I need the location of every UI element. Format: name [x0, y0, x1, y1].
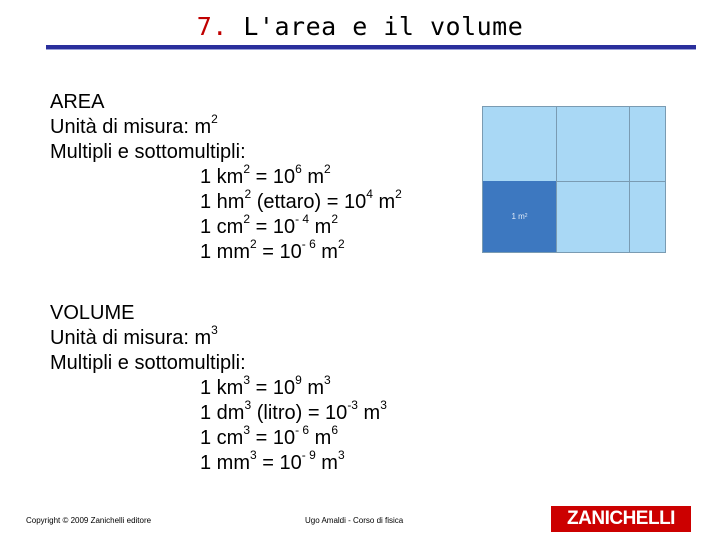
- zanichelli-logo: ZANICHELLI: [551, 506, 691, 532]
- volume-conversion-line: 1 $dm^3$ (litro) = $10^{-3}$ $m^3$: [200, 398, 387, 424]
- grid-line: [629, 107, 630, 252]
- title-divider-shadow: [46, 49, 696, 50]
- area-conversion-line: 1 $cm^2 = 10^{- 4}$ $m^2$: [200, 212, 338, 238]
- author-credit: Ugo Amaldi - Corso di fisica: [305, 516, 404, 525]
- area-conversion-line: 1 $km^2 = 10^6$ $m^2$: [200, 162, 331, 188]
- volume-conversions: [50, 373, 387, 476]
- area-section: [50, 90, 402, 265]
- volume-unit: Unità di misura: $m^3$: [50, 323, 218, 349]
- section-title: L'area e il volume: [243, 12, 524, 41]
- area-conversions: [50, 162, 402, 265]
- volume-conversion-line: 1 $cm^3 = 10^{- 6}$ $m^6$: [200, 423, 338, 449]
- square-meter-cell: 1 m 2: [483, 181, 556, 252]
- area-unit: Unità di misura: $m^2$: [50, 112, 218, 138]
- square-meter-grid-figure: [482, 106, 666, 253]
- copyright-notice: Copyright © 2009 Zanichelli editore: [26, 516, 152, 525]
- area-multiples-heading: Multipli e sottomultipli:: [50, 141, 246, 163]
- section-number: 7.: [196, 12, 228, 41]
- volume-conversion-line: 1 $mm^3 = 10^{- 9}$ $m^3$: [200, 448, 345, 474]
- area-conversion-line: 1 $mm^2 = 10^{- 6}$ $m^2$: [200, 237, 345, 263]
- volume-multiples-heading: Multipli e sottomultipli:: [50, 352, 246, 374]
- volume-conversion-line: 1 $km^3 = 10^9$ $m^3$: [200, 373, 331, 399]
- volume-heading: VOLUME: [50, 302, 135, 324]
- grid-line: [556, 107, 557, 252]
- area-conversion-line: 1 $hm^2$ (ettaro) = $10^4$ $m^2$: [200, 187, 402, 213]
- area-heading: AREA: [50, 91, 105, 113]
- page-title: [0, 12, 720, 41]
- volume-section: [50, 301, 387, 476]
